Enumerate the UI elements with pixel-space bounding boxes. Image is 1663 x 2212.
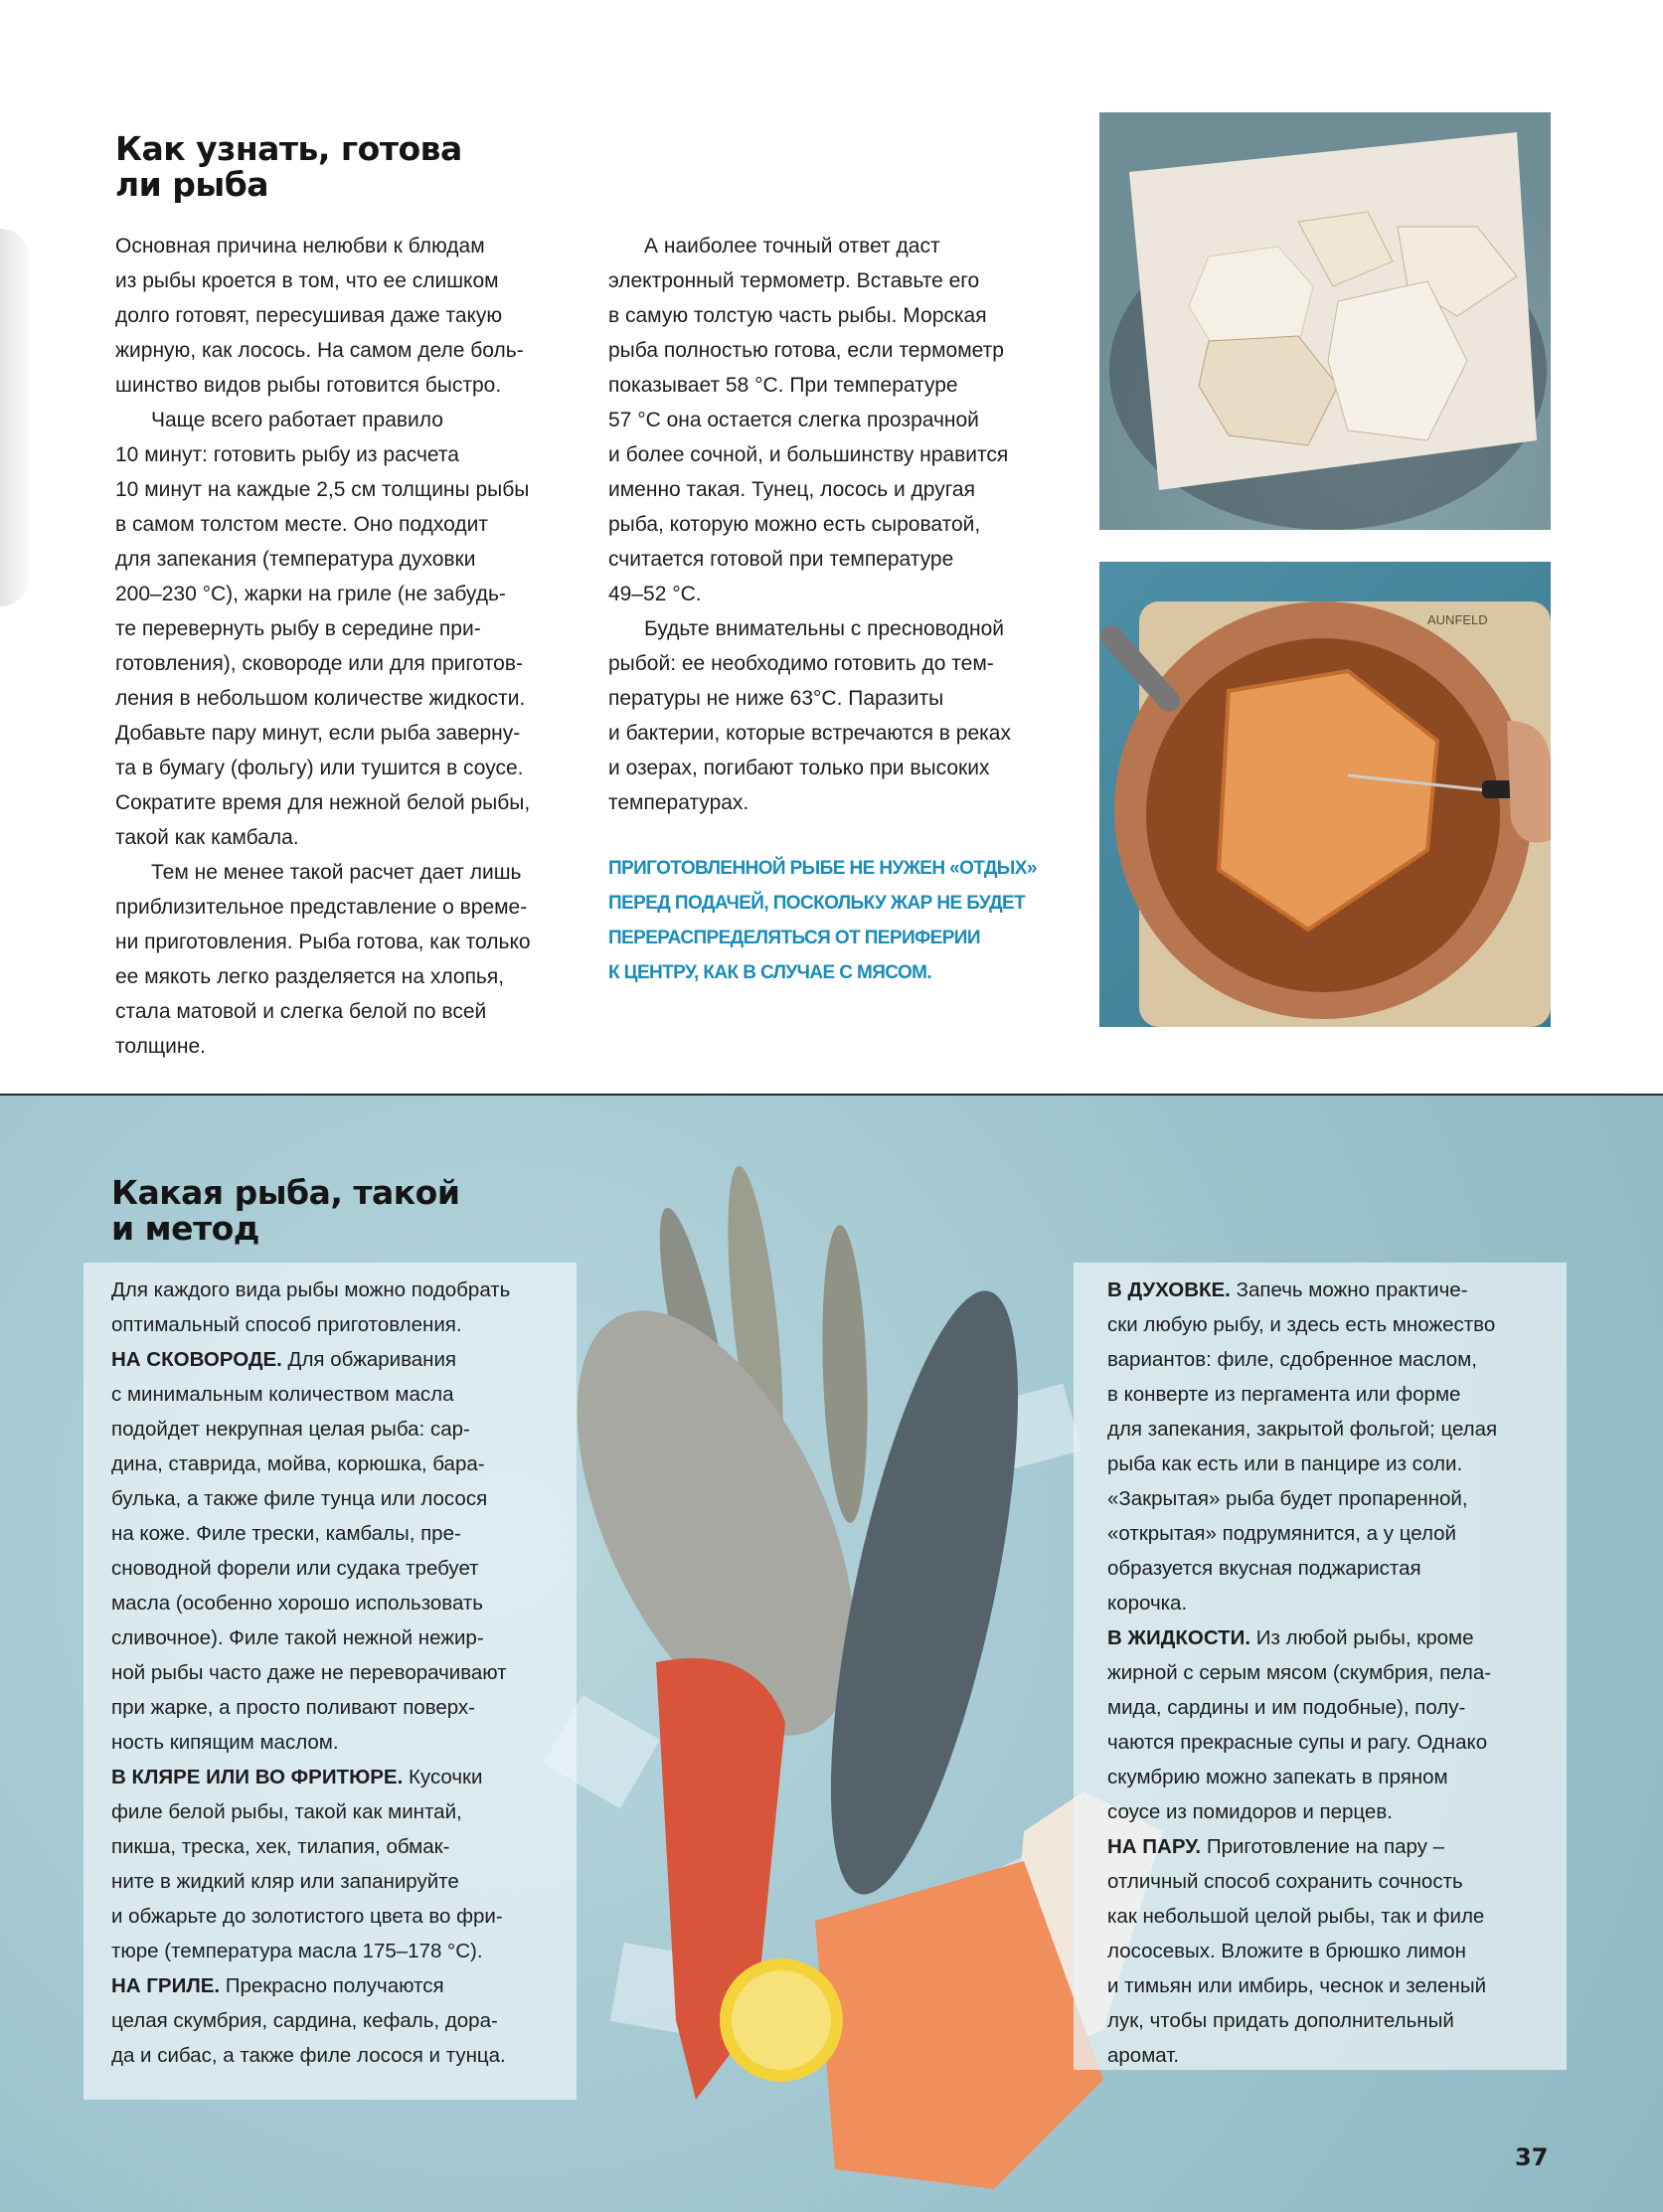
text-run: и бактерии, которые встречаются в реках <box>608 722 1011 745</box>
text-line <box>608 298 1011 333</box>
section-lead-in: НА ГРИЛЕ. <box>111 1974 221 1997</box>
text-run: Добавьте пару минут, если рыба заверну- <box>115 722 521 745</box>
text-line <box>111 1446 510 1481</box>
text-run: 200–230 °C), жарки на гриле (не забудь- <box>115 583 506 605</box>
text-line <box>1107 1760 1497 1794</box>
pull-quote <box>608 851 1066 990</box>
text-run: Для каждого вида рыбы можно подобрать <box>111 1278 511 1301</box>
text-run: 10 минут: готовить рыбу из расчета <box>115 443 459 466</box>
text-run: жирной с серым мясом (скумбрия, пела- <box>1107 1661 1492 1684</box>
pull-quote-line: ПЕРЕД ПОДАЧЕЙ, ПОСКОЛЬКУ ЖАР НЕ БУДЕТ <box>608 893 1026 914</box>
text-line <box>115 507 531 542</box>
text-line <box>111 1829 510 1864</box>
text-line <box>111 2003 510 2038</box>
text-run: и обжарьте до золотистого цвета во фри- <box>111 1905 503 1928</box>
text-run: на коже. Филе трески, камбалы, пре- <box>111 1522 461 1545</box>
article-column-2 <box>1107 1273 1497 2073</box>
text-line <box>608 229 1011 263</box>
text-run: шинство видов рыбы готовится быстро. <box>115 374 502 397</box>
text-line <box>115 681 531 716</box>
text-line <box>111 1342 510 1377</box>
text-line <box>608 785 1011 820</box>
article-title <box>111 1175 459 1247</box>
text-line <box>1107 1899 1497 1934</box>
text-run: электронный термометр. Вставьте его <box>608 269 980 292</box>
text-run: Основная причина нелюбви к блюдам <box>115 235 485 257</box>
text-line <box>608 403 1011 437</box>
text-line <box>608 681 1011 716</box>
text-run: долго готовят, пересушивая даже такую <box>115 304 503 327</box>
article-column-1 <box>111 1273 510 2073</box>
text-run: из рыбы кроется в том, что ее слишком <box>115 269 499 292</box>
text-line <box>111 1934 510 1968</box>
text-line <box>111 1760 510 1794</box>
text-line <box>115 229 531 263</box>
text-line <box>111 1794 510 1829</box>
text-run: 10 минут на каждые 2,5 см толщины рыбы <box>115 478 530 501</box>
text-line <box>608 507 1011 542</box>
text-line <box>1107 1968 1497 2003</box>
text-line <box>1107 1377 1497 1412</box>
text-line <box>115 751 531 785</box>
text-run: чаются прекрасные супы и рагу. Однако <box>1107 1731 1488 1754</box>
text-run: приблизительное представление о време- <box>115 896 528 919</box>
text-run: мида, сардины и им подобные), полу- <box>1107 1696 1466 1719</box>
text-run: соусе из помидоров и перцев. <box>1107 1800 1393 1823</box>
text-line <box>111 1725 510 1760</box>
text-run: показывает 58 °C. При температуре <box>608 374 958 397</box>
text-run: Чаще всего работает правило <box>151 409 443 431</box>
text-line <box>115 925 531 959</box>
text-line <box>608 437 1011 472</box>
text-line <box>111 1481 510 1516</box>
article-title <box>115 131 462 203</box>
text-line <box>608 751 1011 785</box>
text-run: в самую толстую часть рыбы. Морская <box>608 304 987 327</box>
text-line <box>1107 1794 1497 1829</box>
text-line <box>1107 1829 1497 1864</box>
text-line <box>1107 1342 1497 1377</box>
pull-quote-line: ПЕРЕРАСПРЕДЕЛЯТЬСЯ ОТ ПЕРИФЕРИИ <box>608 928 980 948</box>
text-line <box>111 1690 510 1725</box>
photo-cooked-fish-on-parchment <box>1099 112 1551 530</box>
text-line <box>1107 1586 1497 1620</box>
text-line <box>115 368 531 403</box>
text-run: дина, ставрида, мойва, корюшка, бара- <box>111 1452 485 1475</box>
text-run: оптимальный способ приготовления. <box>111 1313 462 1336</box>
text-line <box>1107 1551 1497 1586</box>
section-lead-in: В ДУХОВКЕ. <box>1107 1278 1231 1301</box>
text-run: и озерах, погибают только при высоких <box>608 757 990 779</box>
text-run: ной рыбы часто даже не переворачивают <box>111 1661 507 1684</box>
text-run: да и сибас, а также филе лосося и тунца. <box>111 2044 506 2067</box>
text-line <box>115 542 531 577</box>
text-run: Запечь можно практиче- <box>1230 1278 1468 1301</box>
text-line <box>1107 1273 1497 1307</box>
text-run: «Закрытая» рыба будет пропаренной, <box>1107 1487 1468 1510</box>
text-line <box>1107 1516 1497 1551</box>
pan-brand-label: AUNFELD <box>1427 612 1488 627</box>
text-run: готовления), сковороде или для приготов- <box>115 652 523 675</box>
text-line <box>1107 1481 1497 1516</box>
text-run: стала матовой и слегка белой по всей <box>115 1000 487 1023</box>
text-run: такой как камбала. <box>115 826 299 849</box>
text-run: температурах. <box>608 791 749 814</box>
text-line <box>115 333 531 368</box>
pull-quote-line: ПРИГОТОВЛЕННОЙ РЫБЕ НЕ НУЖЕН «ОТДЫХ» <box>608 858 1037 879</box>
plate-decoration <box>0 229 30 606</box>
text-run: и тимьян или имбирь, чеснок и зеленый <box>1107 1974 1487 1997</box>
text-line <box>111 1620 510 1655</box>
text-run: толщине. <box>115 1035 206 1058</box>
text-line <box>1107 1655 1497 1690</box>
article-column-1 <box>115 229 531 1064</box>
text-line <box>1107 1307 1497 1342</box>
text-run: для запекания, закрытой фольгой; целая <box>1107 1418 1498 1441</box>
text-line <box>111 1516 510 1551</box>
cooked-fish-illustration <box>1099 112 1551 530</box>
section-lead-in: В ЖИДКОСТИ. <box>1107 1626 1251 1649</box>
text-run: ления в небольшом количестве жидкости. <box>115 687 526 710</box>
text-run: рыба как есть или в панцире из соли. <box>1107 1452 1463 1475</box>
text-line <box>115 472 531 507</box>
text-run: лук, чтобы придать дополнительный <box>1107 2009 1454 2032</box>
text-line <box>111 1968 510 2003</box>
text-run: целая скумбрия, сардина, кефаль, дора- <box>111 2009 498 2032</box>
text-line <box>115 403 531 437</box>
text-run: рыбой: ее необходимо готовить до тем- <box>608 652 994 675</box>
text-run: Из любой рыбы, кроме <box>1250 1626 1474 1649</box>
text-line <box>115 437 531 472</box>
text-line <box>111 1273 510 1307</box>
text-run: ее мякоть легко разделяется на хлопья, <box>115 965 505 988</box>
text-line <box>1107 1864 1497 1899</box>
text-line <box>1107 1446 1497 1481</box>
text-run: те перевернуть рыбу в середине при- <box>115 617 481 640</box>
text-run: в самом толстом месте. Оно подходит <box>115 513 488 536</box>
text-run: 57 °C она остается слегка прозрачной <box>608 409 979 431</box>
title-line: Какая рыба, такой <box>111 1173 460 1212</box>
text-run: жирную, как лосось. На самом деле боль- <box>115 339 524 362</box>
text-run: рыба, которую можно есть сыроватой, <box>608 513 981 536</box>
text-run: считается готовой при температуре <box>608 548 954 571</box>
text-line <box>1107 1725 1497 1760</box>
text-run: пикша, треска, хек, тилапия, обмак- <box>111 1835 450 1858</box>
text-line <box>608 368 1011 403</box>
text-run: Сократите время для нежной белой рыбы, <box>115 791 531 814</box>
text-line <box>115 994 531 1029</box>
text-line <box>111 1864 510 1899</box>
text-line <box>115 1029 531 1064</box>
text-line <box>1107 2038 1497 2073</box>
text-line <box>111 1307 510 1342</box>
text-run: как небольшой целой рыбы, так и филе <box>1107 1905 1485 1928</box>
title-line: ли рыба <box>115 165 269 204</box>
text-line <box>608 716 1011 751</box>
text-run: ни приготовления. Рыба готова, как только <box>115 931 531 953</box>
text-run: «открытая» подрумянится, а у целой <box>1107 1522 1456 1545</box>
text-line <box>1107 1934 1497 1968</box>
text-line <box>1107 1690 1497 1725</box>
text-run: рыба полностью готова, если термометр <box>608 339 1004 362</box>
text-run: ски любую рыбу, и здесь есть множество <box>1107 1313 1496 1336</box>
text-run: ните в жидкий кляр или запанируйте <box>111 1870 459 1893</box>
text-run: Кусочки <box>403 1766 483 1788</box>
title-line: Как узнать, готова <box>115 129 462 168</box>
text-run: Тем не менее такой расчет дает лишь <box>151 861 522 884</box>
text-run: Для обжаривания <box>281 1348 457 1371</box>
pull-quote-line: К ЦЕНТРУ, КАК В СЛУЧАЕ С МЯСОМ. <box>608 962 932 983</box>
text-run: 49–52 °C. <box>608 583 702 605</box>
article-column-2 <box>608 229 1011 820</box>
text-line <box>1107 1620 1497 1655</box>
text-run: сливочное). Филе такой нежной нежир- <box>111 1626 484 1649</box>
section-lead-in: НА СКОВОРОДЕ. <box>111 1348 282 1371</box>
text-run: образуется вкусная поджаристая <box>1107 1557 1421 1580</box>
text-line <box>1107 1412 1497 1446</box>
page-number: 37 <box>1515 2143 1549 2171</box>
text-line <box>608 333 1011 368</box>
text-run: филе белой рыбы, такой как минтай, <box>111 1800 462 1823</box>
text-line <box>608 577 1011 611</box>
text-run: скумбрию можно запекать в пряном <box>1107 1766 1448 1788</box>
text-line <box>111 1586 510 1620</box>
text-line <box>111 1412 510 1446</box>
text-line <box>111 2038 510 2073</box>
title-line: и метод <box>111 1209 259 1248</box>
text-line <box>608 646 1011 681</box>
text-run: Прекрасно получаются <box>220 1974 444 1997</box>
text-run: с минимальным количеством масла <box>111 1383 454 1406</box>
text-line <box>115 785 531 820</box>
text-line <box>111 1899 510 1934</box>
pan-illustration <box>1099 562 1551 1027</box>
text-run: отличный способ сохранить сочность <box>1107 1870 1463 1893</box>
text-run: ность кипящим маслом. <box>111 1731 339 1754</box>
text-run: тюре (температура масла 175–178 °C). <box>111 1940 483 1962</box>
text-run: в конверте из пергамента или форме <box>1107 1383 1461 1406</box>
text-run: вариантов: филе, сдобренное маслом, <box>1107 1348 1477 1371</box>
section-lead-in: НА ПАРУ. <box>1107 1835 1202 1858</box>
text-line <box>608 472 1011 507</box>
text-line <box>115 611 531 646</box>
text-line <box>111 1655 510 1690</box>
text-run: лососевых. Вложите в брюшко лимон <box>1107 1940 1466 1962</box>
text-line <box>115 855 531 890</box>
text-run: подойдет некрупная целая рыба: сар- <box>111 1418 470 1441</box>
text-run: Приготовление на пару – <box>1201 1835 1445 1858</box>
text-run: при жарке, а просто поливают поверх- <box>111 1696 476 1719</box>
text-run: А наиболее точный ответ даст <box>644 235 940 257</box>
text-run: аромат. <box>1107 2044 1180 2067</box>
text-line <box>111 1377 510 1412</box>
text-line <box>608 542 1011 577</box>
text-line <box>115 577 531 611</box>
text-run: та в бумагу (фольгу) или тушится в соусе. <box>115 757 524 779</box>
text-line <box>115 959 531 994</box>
text-line <box>1107 2003 1497 2038</box>
text-line <box>115 890 531 925</box>
text-run: именно такая. Тунец, лосось и другая <box>608 478 975 501</box>
text-run: и более сочной, и большинству нравится <box>608 443 1009 466</box>
text-line <box>111 1551 510 1586</box>
text-line <box>115 820 531 855</box>
text-line <box>115 716 531 751</box>
text-line <box>115 263 531 298</box>
text-line <box>115 646 531 681</box>
section-lead-in: В КЛЯРЕ ИЛИ ВО ФРИТЮРЕ. <box>111 1766 404 1788</box>
text-run: масла (особенно хорошо использовать <box>111 1592 483 1615</box>
text-line <box>115 298 531 333</box>
text-run: корочка. <box>1107 1592 1188 1615</box>
text-run: сноводной форели или судака требует <box>111 1557 479 1580</box>
text-run: для запекания (температура духовки <box>115 548 476 571</box>
text-line <box>608 263 1011 298</box>
text-run: булька, а также филе тунца или лосося <box>111 1487 488 1510</box>
text-run: Будьте внимательны с пресноводной <box>644 617 1005 640</box>
photo-salmon-in-pan-with-thermometer <box>1099 562 1551 1027</box>
text-run: пературы не ниже 63°C. Паразиты <box>608 687 944 710</box>
text-line <box>608 611 1011 646</box>
